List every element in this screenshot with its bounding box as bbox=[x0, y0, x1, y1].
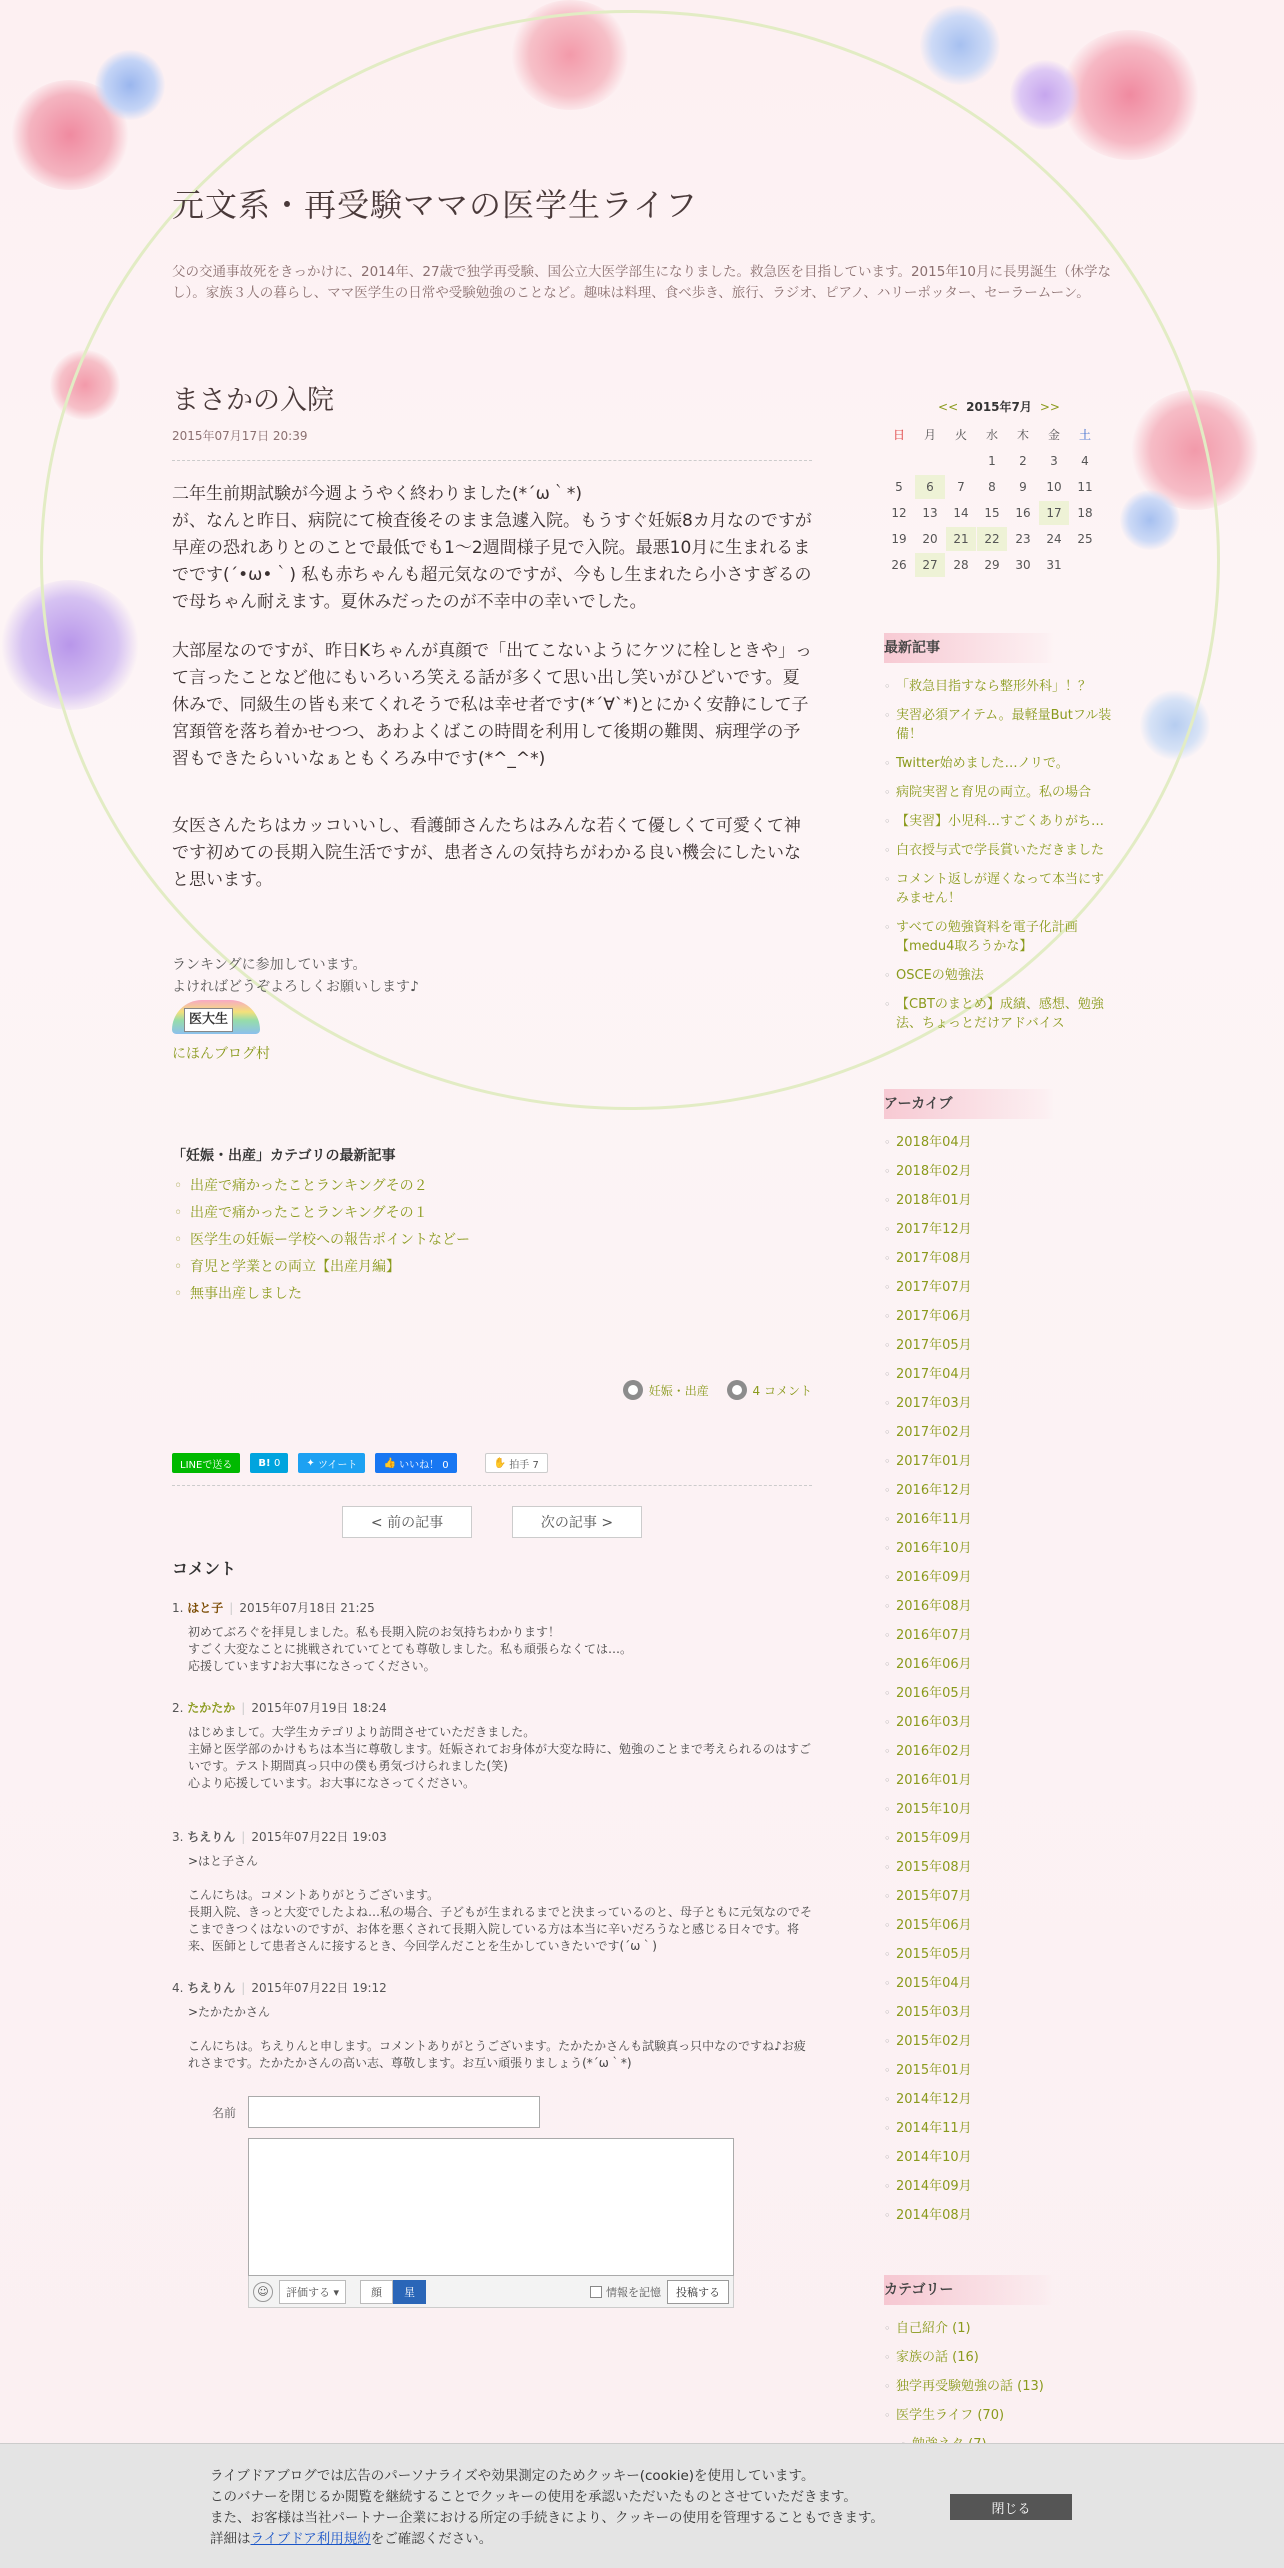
emoji-icon[interactable]: ☺ bbox=[253, 2282, 273, 2302]
recent-post-link[interactable]: ◦ すべての勉強資料を電子化計画【medu4取ろうかな】 bbox=[884, 918, 1114, 956]
cookie-line: また、お客様は当社パートナー企業における所定の手続きにより、クッキーの使用を管理することもできます。 bbox=[210, 2510, 884, 2526]
cookie-line-text: をご確認ください。 bbox=[370, 2531, 493, 2547]
archive-month-link[interactable]: ◦ 2016年11月 bbox=[884, 1510, 1114, 1529]
category-link[interactable]: ◦ 家族の話 (16) bbox=[884, 2348, 1114, 2367]
calendar-empty-cell bbox=[884, 449, 914, 473]
comment-number: 2. bbox=[172, 1701, 184, 1715]
submit-comment-button[interactable]: 投稿する bbox=[667, 2280, 729, 2304]
comment-date: 2015年07月22日 19:12 bbox=[251, 1981, 387, 1995]
archive-month-link[interactable]: ◦ 2015年08月 bbox=[884, 1858, 1114, 1877]
archive-month-link[interactable]: ◦ 2014年11月 bbox=[884, 2119, 1114, 2138]
calendar-day: 18 bbox=[1077, 506, 1093, 520]
recent-post-link[interactable]: ◦ OSCEの勉強法 bbox=[884, 966, 1114, 985]
calendar-weekday: 金 bbox=[1047, 428, 1060, 442]
comment-item: 4. ちえりん | 2015年07月22日 19:12 >たかたかさん こんにちは。ちえりんと申します。コメントありがとうございます。たかたかさんも試験真っ只中なのですね♪お疲れさまです。たかたかさんの高い志、尊敬します。お互い頑張りましょう(*´ω｀*) bbox=[172, 1979, 812, 2072]
calendar-weekday: 土 bbox=[1078, 428, 1091, 442]
comment-author: ちえりん bbox=[187, 1981, 236, 1995]
line-share-button[interactable] bbox=[172, 1453, 240, 1473]
archive-month-link[interactable]: ◦ 2016年10月 bbox=[884, 1539, 1114, 1558]
cookie-line: ライブドアブログでは広告のパーソナライズや効果測定のためクッキー(cookie)を使用しています。 bbox=[210, 2468, 815, 2484]
calendar-day: 8 bbox=[988, 480, 996, 494]
comment-author[interactable]: たかたか bbox=[187, 1701, 236, 1715]
archive-month-link[interactable]: ◦ 2014年10月 bbox=[884, 2148, 1114, 2167]
post-footer bbox=[172, 1380, 812, 1403]
calendar-weekday: 水 bbox=[985, 428, 998, 442]
calendar-day: 4 bbox=[1081, 454, 1089, 468]
comment-item: 2. たかたか | 2015年07月19日 18:24 はじめまして。大学生カテゴリより訪問させていただきました。 主婦と医学部のかけもちは本当に尊敬します。妊娠されてお身体が大変な時に、勉強のことまで考えられるのはすごいです。テスト期間真っ只中の僕も勇気づけられました(笑) 心より応援しています。お大事になさってください。 bbox=[172, 1701, 812, 1790]
calendar-day: 24 bbox=[1046, 532, 1062, 546]
cookie-banner bbox=[0, 2443, 1284, 2568]
flower-deco bbox=[1130, 390, 1260, 510]
comment-count-label: 4 コメント bbox=[752, 1383, 812, 1398]
category-heading: カテゴリー bbox=[884, 2275, 1114, 2305]
comments-heading: コメント bbox=[172, 1559, 237, 1578]
ranking-text: よければどうぞよろしくお願いします♪ bbox=[172, 979, 419, 995]
blog-title[interactable]: 元文系・再受験ママの医学生ライフ bbox=[172, 186, 699, 224]
calendar-weekday: 木 bbox=[1016, 428, 1029, 442]
archive-list bbox=[884, 1133, 1114, 2225]
ranking-text: ランキングに参加しています。 bbox=[172, 957, 367, 973]
calendar-day: 20 bbox=[922, 532, 938, 546]
archive-month-link[interactable]: ◦ 2018年04月 bbox=[884, 1133, 1114, 1152]
flower-deco bbox=[1120, 490, 1180, 550]
calendar-nav bbox=[884, 398, 1114, 415]
ranking-banner[interactable] bbox=[172, 1000, 260, 1034]
flower-deco bbox=[1060, 30, 1200, 160]
comment-number: 1. bbox=[172, 1601, 184, 1615]
comment-number: 3. bbox=[172, 1830, 184, 1844]
folder-icon bbox=[623, 1380, 643, 1400]
category-recent-item[interactable]: ◦ 出産で痛かったことランキングその２ bbox=[172, 1173, 812, 1200]
archive-month-link[interactable]: ◦ 2015年07月 bbox=[884, 1887, 1114, 1906]
post-category-label: 妊娠・出産 bbox=[648, 1383, 709, 1398]
calendar-day[interactable]: 27 bbox=[915, 553, 945, 577]
archive-month-link[interactable]: ◦ 2016年01月 bbox=[884, 1771, 1114, 1790]
recent-posts-list bbox=[884, 677, 1114, 1033]
comment-form-toolbar bbox=[248, 2276, 734, 2308]
calendar-day[interactable]: 21 bbox=[946, 527, 976, 551]
archive-month-link[interactable]: ◦ 2015年06月 bbox=[884, 1916, 1114, 1935]
post-date: 2015年07月17日 20:39 bbox=[172, 427, 812, 461]
ranking-badge-label: 医大生 bbox=[184, 1008, 233, 1032]
calendar-day: 23 bbox=[1015, 532, 1031, 546]
comment-date: 2015年07月19日 18:24 bbox=[251, 1701, 387, 1715]
calendar-day: 5 bbox=[895, 480, 903, 494]
remember-label: 情報を記憶 bbox=[606, 2285, 661, 2299]
calendar-day: 29 bbox=[984, 558, 1000, 572]
flower-deco bbox=[920, 5, 1000, 85]
rating-select-label: 評価する bbox=[286, 2285, 330, 2299]
star-rating-toggle[interactable]: 星 bbox=[393, 2280, 426, 2304]
calendar-month: 2015年7月 bbox=[966, 400, 1032, 414]
calendar-weekday: 火 bbox=[954, 428, 967, 442]
post-body bbox=[172, 481, 812, 894]
pager bbox=[172, 1506, 812, 1538]
archive-month-link[interactable]: ◦ 2018年02月 bbox=[884, 1162, 1114, 1181]
category-recent-item[interactable]: ◦ 医学生の妊娠ー学校への報告ポイントなどー bbox=[172, 1227, 812, 1254]
calendar-day: 16 bbox=[1015, 506, 1031, 520]
like-label: いいね！ 0 bbox=[399, 1459, 449, 1471]
comment-body: >はと子さん こんにちは。コメントありがとうございます。 長期入院、きっと大変でしたよね…私の場合、子どもが生まれるまでと決まっているのと、母子ともに元気なのでそこまできつくはないのですが、お体を悪くされて長期入院している方は本当に辛いだろうなと感じる日々です。将来、医師として患者さんに接するとき、今回学んだことを生かしていきたいです(´ω｀) bbox=[188, 1854, 813, 1953]
category-recent-item[interactable]: ◦ 育児と学業との両立【出産月編】 bbox=[172, 1254, 812, 1281]
recent-posts-heading: 最新記事 bbox=[884, 633, 1114, 663]
article bbox=[172, 378, 812, 2326]
flower-deco bbox=[1010, 60, 1080, 130]
category-link[interactable]: ◦ 自己紹介 (1) bbox=[884, 2319, 1114, 2338]
hatena-count: 0 bbox=[274, 1457, 281, 1469]
calendar-day: 14 bbox=[953, 506, 969, 520]
archive-month-link[interactable]: ◦ 2017年08月 bbox=[884, 1249, 1114, 1268]
calendar-day[interactable]: 6 bbox=[915, 475, 945, 499]
category-link[interactable]: ◦ 独学再受験勉強の話 (13) bbox=[884, 2377, 1114, 2396]
next-post-button[interactable]: 次の記事 > bbox=[512, 1506, 642, 1538]
flower-deco bbox=[95, 50, 165, 120]
archive-month-link[interactable]: ◦ 2015年02月 bbox=[884, 2032, 1114, 2051]
flower-deco bbox=[50, 350, 120, 420]
calendar-day: 3 bbox=[1050, 454, 1058, 468]
archive-month-link[interactable]: ◦ 2015年10月 bbox=[884, 1800, 1114, 1819]
archive-month-link[interactable]: ◦ 2014年08月 bbox=[884, 2206, 1114, 2225]
recent-post-link[interactable]: ◦ 【CBTのまとめ】成績、感想、勉強法、ちょっとだけアドバイス bbox=[884, 995, 1114, 1033]
recent-post-link[interactable]: ◦ 病院実習と育児の両立。私の場合 bbox=[884, 783, 1114, 802]
calendar-day: 13 bbox=[922, 506, 938, 520]
category-recent-item[interactable]: ◦ 無事出産しました bbox=[172, 1281, 812, 1308]
archive-month-link[interactable]: ◦ 2018年01月 bbox=[884, 1191, 1114, 1210]
cookie-text bbox=[210, 2466, 884, 2550]
calendar-prev-link[interactable]: << bbox=[938, 400, 959, 414]
twitter-bird-icon: ✦ bbox=[306, 1457, 318, 1469]
cookie-line-text: 詳細は bbox=[210, 2531, 251, 2547]
post-paragraph: 大部屋なのですが、昨日Kちゃんが真顔で「出てこないようにケツに栓しときや」って言ったことなど他にもいろいろ笑える話が多くて思い出し笑いがひどいです。夏休みで、同級生の皆も来てくれそうで私は幸せ者です(*´∀`*)とにかく安静にして子宮頚管を落ち着かせつつ、あわよくばこの時間を利用して後期の難関、病理学の予習もできたらいいなぁともくろみ中です(*^_^*) bbox=[172, 641, 812, 769]
archive-month-link[interactable]: ◦ 2014年12月 bbox=[884, 2090, 1114, 2109]
calendar-day: 19 bbox=[891, 532, 907, 546]
archive-month-link[interactable]: ◦ 2016年09月 bbox=[884, 1568, 1114, 1587]
archive-month-link[interactable]: ◦ 2017年07月 bbox=[884, 1278, 1114, 1297]
remember-checkbox[interactable] bbox=[590, 2286, 602, 2298]
comment-body: 初めてぶろぐを拝見しました。私も長期入院のお気持ちわかります！ すごく大変なことに挑戦されていてとても尊敬しました。私も頑張らなくては…。 応援しています♪お大事になさってください。 bbox=[188, 1625, 633, 1673]
hatena-icon: B! bbox=[258, 1457, 274, 1469]
name-input[interactable] bbox=[248, 2096, 540, 2128]
post-category-link[interactable] bbox=[623, 1380, 709, 1400]
archive-month-link[interactable]: ◦ 2016年05月 bbox=[884, 1684, 1114, 1703]
archive-month-link[interactable]: ◦ 2016年08月 bbox=[884, 1597, 1114, 1616]
calendar-weekday: 月 bbox=[923, 428, 936, 442]
calendar-day: 1 bbox=[988, 454, 996, 468]
recent-post-link[interactable]: ◦ 「救急目指すなら整形外科」！？ bbox=[884, 677, 1114, 696]
calendar-day[interactable]: 22 bbox=[977, 527, 1007, 551]
archive-month-link[interactable]: ◦ 2015年09月 bbox=[884, 1829, 1114, 1848]
archive-month-link[interactable]: ◦ 2017年04月 bbox=[884, 1365, 1114, 1384]
flower-deco bbox=[10, 80, 130, 190]
calendar-day: 28 bbox=[953, 558, 969, 572]
prev-post-button[interactable]: < 前の記事 bbox=[342, 1506, 472, 1538]
recent-post-link[interactable]: ◦ 実習必須アイテム。最軽量Butフル装備！ bbox=[884, 706, 1114, 744]
hatena-bookmark-button[interactable] bbox=[250, 1453, 288, 1473]
category-list bbox=[884, 2319, 1114, 2425]
calendar-day[interactable]: 17 bbox=[1039, 501, 1069, 525]
rating-select[interactable] bbox=[279, 2280, 346, 2304]
category-recent bbox=[172, 1145, 812, 1308]
name-label: 名前 bbox=[212, 2106, 237, 2120]
chevron-down-icon: ▾ bbox=[333, 2285, 340, 2299]
archive-month-link[interactable]: ◦ 2016年03月 bbox=[884, 1713, 1114, 1732]
thumbs-up-icon: 👍 bbox=[383, 1457, 400, 1469]
archive-month-link[interactable]: ◦ 2017年01月 bbox=[884, 1452, 1114, 1471]
share-bar bbox=[172, 1453, 812, 1486]
blog-header bbox=[172, 180, 1112, 304]
archive-month-link[interactable]: ◦ 2017年02月 bbox=[884, 1423, 1114, 1442]
calendar-day: 15 bbox=[984, 506, 1000, 520]
butterfly-deco bbox=[1140, 690, 1210, 760]
calendar-empty-cell bbox=[915, 449, 945, 473]
tweet-button[interactable] bbox=[298, 1453, 365, 1473]
calendar-day: 2 bbox=[1019, 454, 1027, 468]
category-link[interactable]: ◦ 医学生ライフ (70) bbox=[884, 2406, 1114, 2425]
calendar-empty-cell bbox=[946, 449, 976, 473]
recent-post-link[interactable]: ◦ コメント返しが遅くなって本当にすみません！ bbox=[884, 870, 1114, 908]
comment-number: 4. bbox=[172, 1981, 184, 1995]
sidebar bbox=[884, 398, 1114, 2464]
category-recent-title: 「妊娠・出産」カテゴリの最新記事 bbox=[172, 1148, 396, 1164]
clap-label: 拍手 7 bbox=[509, 1459, 539, 1471]
recent-post-link[interactable]: ◦ 【実習】小児科…すごくありがち… bbox=[884, 812, 1114, 831]
recent-post-link[interactable]: ◦ Twitter始めました…ノリで。 bbox=[884, 754, 1114, 773]
comment-date: 2015年07月18日 21:25 bbox=[239, 1601, 375, 1615]
comment-form bbox=[172, 2096, 812, 2326]
tweet-label: ツイート bbox=[317, 1459, 358, 1471]
calendar-day: 30 bbox=[1015, 558, 1031, 572]
calendar-day: 25 bbox=[1077, 532, 1093, 546]
calendar-day: 10 bbox=[1046, 480, 1062, 494]
calendar-weekday: 日 bbox=[892, 428, 905, 442]
post-paragraph: 女医さんたちはカッコいいし、看護師さんたちはみんな若くて優しくて可愛くて神です初めての長期入院生活ですが、患者さんの気持ちがわかる良い機会にしたいなと思います。 bbox=[172, 816, 801, 890]
comment-icon bbox=[727, 1380, 747, 1400]
archive-month-link[interactable]: ◦ 2015年05月 bbox=[884, 1945, 1114, 1964]
facebook-like-button[interactable] bbox=[375, 1453, 456, 1473]
calendar-grid bbox=[884, 423, 1114, 577]
comment-item: 3. ちえりん | 2015年07月22日 19:03 >はと子さん こんにちは。コメントありがとうございます。 長期入院、きっと大変でしたよね…私の場合、子どもが生まれるまでと決まっているのと、母子ともに元気なのでそこまできつくはないのですが、お体を悪くされて長期入院している方は本当に辛いだろうなと感じる日々です。将来、医師として患者さんに接するとき、今回学んだことを生かしていきたいです(´ω｀) bbox=[172, 1830, 813, 1953]
ranking-block bbox=[172, 954, 812, 1065]
calendar-day: 7 bbox=[957, 480, 965, 494]
calendar-empty-cell bbox=[1070, 553, 1100, 577]
archive-month-link[interactable]: ◦ 2017年05月 bbox=[884, 1336, 1114, 1355]
archive-month-link[interactable]: ◦ 2017年03月 bbox=[884, 1394, 1114, 1413]
face-rating-toggle[interactable]: 顔 bbox=[360, 2280, 393, 2304]
line-share-label: LINEで送る bbox=[180, 1459, 233, 1471]
comment-date: 2015年07月22日 19:03 bbox=[251, 1830, 387, 1844]
clap-button[interactable] bbox=[485, 1453, 548, 1473]
archive-heading: アーカイブ bbox=[884, 1089, 1114, 1119]
calendar-day: 26 bbox=[891, 558, 907, 572]
archive-month-link[interactable]: ◦ 2017年06月 bbox=[884, 1307, 1114, 1326]
calendar-day: 11 bbox=[1077, 480, 1093, 494]
cookie-line bbox=[210, 2529, 884, 2550]
archive-month-link[interactable]: ◦ 2016年06月 bbox=[884, 1655, 1114, 1674]
comment-textarea[interactable] bbox=[248, 2138, 734, 2276]
archive-month-link[interactable]: ◦ 2015年04月 bbox=[884, 1974, 1114, 1993]
cookie-close-button[interactable]: 閉じる bbox=[950, 2494, 1072, 2520]
archive-month-link[interactable]: ◦ 2016年12月 bbox=[884, 1481, 1114, 1500]
archive-month-link[interactable]: ◦ 2015年01月 bbox=[884, 2061, 1114, 2080]
blog-description: 父の交通事故死をきっかけに、2014年、27歳で独学再受験、国公立大医学部生になりました。救急医を目指しています。2015年10月に長男誕生（休学なし）。家族３人の暮らし、ママ医学生の日常や受験勉強のことなど。趣味は料理、食べ歩き、旅行、ラジオ、ピアノ、ハリーポッター、セーラームーン。 bbox=[172, 264, 1111, 301]
calendar-day: 9 bbox=[1019, 480, 1027, 494]
calendar-next-link[interactable]: >> bbox=[1039, 400, 1060, 414]
archive-month-link[interactable]: ◦ 2014年09月 bbox=[884, 2177, 1114, 2196]
comment-body: >たかたかさん こんにちは。ちえりんと申します。コメントありがとうございます。たかたかさんも試験真っ只中なのですね♪お疲れさまです。たかたかさんの高い志、尊敬します。お互い頑張りましょう(*´ω｀*) bbox=[188, 2005, 806, 2070]
recent-post-link[interactable]: ◦ 白衣授与式で学長賞いただきました bbox=[884, 841, 1114, 860]
comment-item: 1. はと子 | 2015年07月18日 21:25 初めてぶろぐを拝見しました。私も長期入院のお気持ちわかります！ すごく大変なことに挑戦されていてとても尊敬しました。私も頑張らなくては…。 応援しています♪お大事になさってください。 bbox=[172, 1599, 812, 1675]
archive-month-link[interactable]: ◦ 2016年07月 bbox=[884, 1626, 1114, 1645]
post-paragraph: 二年生前期試験が今週ようやく終わりました(*´ω｀*) が、なんと昨日、病院にて検査後そのまま急遽入院。もうすぐ妊娠8カ月なのですが早産の恐れありとのことで最低でも1〜2週間様子見で入院。最悪10月に生まれるまでです(´•ω•｀) 私も赤ちゃんも超元気なのですが、今もし生まれたら小さすぎるので母ちゃん耐えます。夏休みだったのが不幸中の幸いでした。 bbox=[172, 484, 812, 612]
flower-deco bbox=[0, 580, 140, 710]
archive-month-link[interactable]: ◦ 2016年02月 bbox=[884, 1742, 1114, 1761]
archive-month-link[interactable]: ◦ 2015年03月 bbox=[884, 2003, 1114, 2022]
comment-author[interactable]: はと子 bbox=[187, 1601, 224, 1615]
comment-author: ちえりん bbox=[187, 1830, 236, 1844]
archive-month-link[interactable]: ◦ 2017年12月 bbox=[884, 1220, 1114, 1239]
cookie-line: このバナーを閉じるか閲覧を継続することでクッキーの使用を承認いただいたものとさせていただきます。 bbox=[210, 2489, 857, 2505]
category-recent-item[interactable]: ◦ 出産で痛かったことランキングその１ bbox=[172, 1200, 812, 1227]
clap-icon: ✋ bbox=[493, 1457, 510, 1469]
calendar-day: 31 bbox=[1046, 558, 1062, 572]
comment-body: はじめまして。大学生カテゴリより訪問させていただきました。 主婦と医学部のかけもちは本当に尊敬します。妊娠されてお身体が大変な時に、勉強のことまで考えられるのはすごいです。テスト期間真っ只中の僕も勇気づけられました(笑) 心より応援しています。お大事になさってください。 bbox=[188, 1725, 812, 1790]
terms-link[interactable]: ライブドア利用規約 bbox=[250, 2531, 371, 2547]
flower-deco bbox=[510, 0, 630, 110]
post-title[interactable]: まさかの入院 bbox=[172, 385, 334, 416]
calendar-day: 12 bbox=[891, 506, 907, 520]
post-comments-link[interactable] bbox=[727, 1380, 812, 1400]
ranking-link[interactable]: にほんブログ村 bbox=[172, 1046, 270, 1062]
